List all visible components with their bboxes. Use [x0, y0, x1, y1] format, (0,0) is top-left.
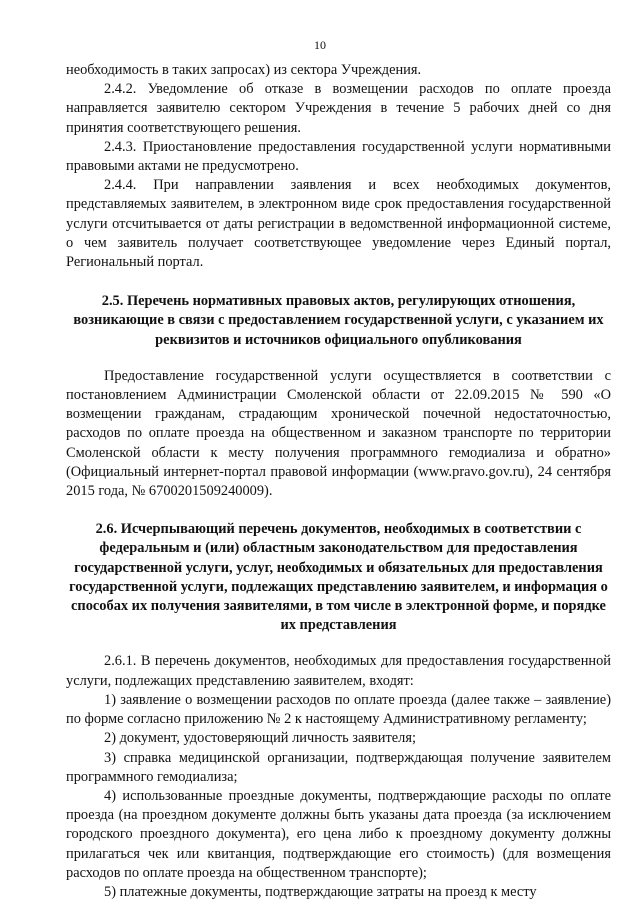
paragraph-intro-tail: необходимость в таких запросах) из сектора Учреждения.	[66, 62, 422, 78]
section-2-5-body: Предоставление государственной услуги осуществляется в соответствии с постановлением Администрации Смоленской области от 22.09.2015 № 590 «О возмещении гражданам, страдающим хронической почечной недостаточностью, расходов по оплате проезда на общественном и заказном транспорте по территории Смоленской области к месту получения программного гемодиализа и обратно» (Официальный интернет-портал правовой информации (www.pravo.gov.ru), 24 сентября 2015 года, № 6700201509240009).	[66, 367, 611, 500]
paragraph-2-6-1: 2.6.1. В перечень документов, необходимых для предоставления государственной услуги, подлежащих представлению заявителем, входят:	[66, 653, 611, 689]
list-item-3: 3) справка медицинской организации, подтверждающая получение заявителем программного гемодиализа;	[66, 749, 611, 785]
list-item-1: 1) заявление о возмещении расходов по оплате проезда (далее также – заявление) по форме согласно приложению № 2 к настоящему Административному регламенту;	[66, 691, 611, 728]
section-2-5-heading: 2.5. Перечень нормативных правовых актов, регулирующих отношения, возникающие в связи с предоставлением государственной услуги, с указанием их реквизитов и источников официального опубликования	[73, 293, 604, 348]
list-item-4: 4) использованные проездные документы, подтверждающие расходы по оплате проезда (на проездном документе должны быть указаны дата проезда (за исключением городского проездного документа), его цена либо к проездному документу должны прилагаться чек или квитанция, подтверждающие его стоимость) (для возмещения расходов по оплате проезда на общественном транспорте);	[66, 787, 611, 881]
list-item-2: 2) документ, удостоверяющий личность заявителя;	[104, 730, 416, 747]
section-2-6-heading: 2.6. Исчерпывающий перечень документов, необходимых в соответствии с федеральным и (или) областным законодательством для предоставления государственной услуги, услуг, необходимых и обязательных для предоставления государственной услуги, подлежащих представлению заявителем, и информация о способах их получения заявителями, в том числе в электронной форме, и порядке их представления	[69, 521, 608, 634]
paragraph-2-4-4: 2.4.4. При направлении заявления и всех необходимых документов, представляемых заявителем, в электронном виде срок предоставления государственной услуги отсчитывается от даты регистрации в ведомственной информационной системе, о чем заявитель получает соответствующее уведомление через Единый портал, Региональный портал.	[66, 177, 611, 271]
paragraph-2-4-2: 2.4.2. Уведомление об отказе в возмещении расходов по оплате проезда направляется заявителю сектором Учреждения в течение 5 рабочих дней со дня принятия соответствующего решения.	[66, 81, 611, 136]
paragraph-2-4-3: 2.4.3. Приостановление предоставления государственной услуги нормативными правовыми актами не предусмотрено.	[66, 138, 611, 175]
page-number: 10	[314, 38, 326, 52]
list-item-5: 5) платежные документы, подтверждающие затраты на проезд к месту	[104, 883, 537, 900]
document-body	[66, 61, 611, 902]
